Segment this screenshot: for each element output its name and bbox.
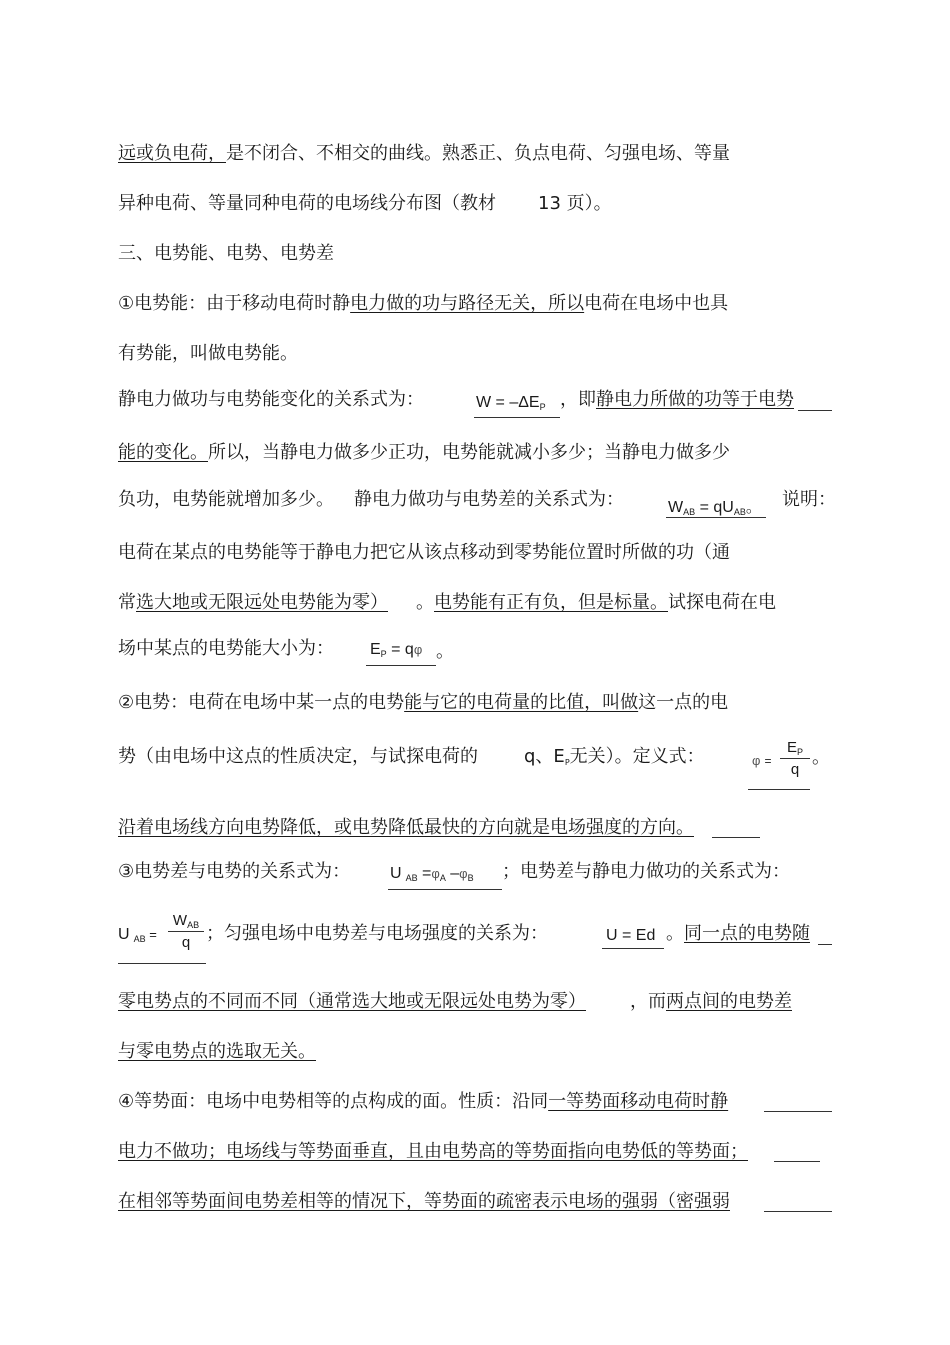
text: 静电力做功与电势能变化的关系式为： [118,389,424,410]
underline-extension [798,410,832,411]
text: q、E [524,746,565,767]
formula-potential-energy: EP = qφ [370,641,423,659]
text-line-11 [118,637,334,661]
underlined-text: 同一点的电势随 [684,923,810,944]
text-line-12 [118,691,728,715]
text: 试探电荷在电 [668,592,776,613]
text: 说明： [782,489,836,510]
underline-extension [764,1211,832,1212]
underlined-text: 选大地或无限远处电势能为零） [136,592,388,613]
underlined-text: 能与它的电荷量的比值，叫做 [404,692,639,713]
text: 13 页）。 [538,193,612,214]
answer-underline [666,517,766,518]
underlined-text: 一等势面移动电荷时静 [548,1091,729,1112]
text-line-4 [118,292,728,316]
fraction-ep-over-q: $E_P$ q [780,739,810,778]
text: 静电力做功与电势差的关系式为： [354,489,624,510]
heading-text: 三、电势能、电势、电势差 [118,243,334,264]
text-line-9 [118,541,730,565]
underlined-text: 电势能有正有负，但是标量。 [434,592,668,613]
formula-potential-difference: UAB =φA –φB [390,865,474,883]
underlined-text: 电力不做功； [118,1141,226,1162]
underlined-text: 能的变化。 [118,442,208,463]
text-line-19 [118,1090,728,1114]
text: ；电势差与静电力做功的关系式为： [502,861,790,882]
text: 。 [812,747,830,768]
text-line-17 [118,990,792,1014]
text-line-8 [118,488,624,512]
formula-work-potential-difference: WAB = qUAB。 [668,499,762,517]
text: 电荷在某点的电势能等于静电力把它从该点移动到零势能位置时所做的功（通 [118,542,730,563]
text: 场中某点的电势能大小为： [118,638,334,659]
text: 异种电荷、等量同种电荷的电场线分布图（教材 [118,193,496,214]
text: ④等势面：电场中电势相等的点构成的面。性质：沿同 [118,1091,549,1112]
underlined-text: 大地或无限远处电势为零） [370,991,586,1012]
text-line-14 [118,816,694,840]
underline-extension [712,837,760,838]
text: ③电势差与电势的关系式为： [118,861,351,882]
text: 有势能，叫做电势能。 [118,343,298,364]
formula-work-energy: W = –ΔEP [476,394,546,412]
text: ，即 [560,389,596,410]
text-line-1 [118,142,730,166]
answer-underline [118,963,206,964]
text: 。 [436,641,454,662]
answer-underline [602,948,664,949]
text: 。 [416,592,434,613]
underlined-text: 零电势点的不同而不同（通常选 [118,991,370,1012]
text-line-10 [118,591,776,615]
formula-u-equals-w-over-q-lhs: UAB = [118,926,157,944]
underlined-text: 静电力所做的功等于电势 [596,389,794,410]
text: 电荷在电场中也具 [584,293,729,314]
underlined-text: 两点间的电势差 [666,991,792,1012]
text: 所以，当静电力做多少正功，电势能就减小多少；当静电力做多少 [208,442,730,463]
formula-u-equals-ed: U = Ed [606,927,656,944]
text: 无关）。定义式： [569,746,705,767]
text-line-16-cont [666,922,810,946]
text: ；匀强电场中电势差与电场强度的关系为： [206,923,548,944]
text: 势（由电场中这点的性质决定，与试探电荷的 [118,746,478,767]
answer-underline [366,665,436,666]
text-line-16 [206,922,548,946]
answer-underline [748,789,810,790]
fraction-wab-over-q: $W_{AB}$ q [168,912,204,951]
underlined-text: 在相邻等势面间电势差相等的情况下，等势面的疏密表示电场的强弱（密强弱 [118,1191,730,1212]
underlined-text: 电场线与等势面垂直，且由电势高的等势面指向电势低的等势面； [226,1141,748,1162]
underline-extension [818,944,832,945]
text: 负功，电势能就增加多少。 [118,489,334,510]
underlined-text: 与零电势点的选取无关。 [118,1041,316,1062]
text-line-6-cont [560,388,794,412]
text: 这一点的电 [638,692,729,713]
text: ，而 [630,991,666,1012]
underlined-text: 远或负电荷， [118,143,226,164]
text-line-21 [118,1190,730,1214]
text-line-5 [118,342,298,366]
text-line-13-end [812,746,830,770]
text: 是不闭合、不相交的曲线。熟悉正、负点电荷、匀强电场、等量 [226,143,730,164]
text-line-15-cont [502,860,790,884]
underlined-text: 电力做的功与路径无关，所以 [350,293,585,314]
text: ①电势能：由于移动电荷时静 [118,293,351,314]
section-heading [118,242,334,266]
text-line-15 [118,860,350,884]
text-line-7 [118,441,730,465]
underlined-text: 沿着电场线方向电势降低，或电势降低最快的方向就是电场强度的方向。 [118,817,694,838]
text-line-6 [118,388,424,412]
text-line-11-end [436,640,454,664]
text: ②电势：电荷在电场中某一点的电势 [118,692,405,713]
formula-potential-definition-lhs: φ = [752,753,772,768]
text-line-2 [118,192,612,216]
underline-extension [774,1161,820,1162]
text-line-20 [118,1140,748,1164]
text: 。 [666,923,684,944]
answer-underline [388,889,502,890]
text-line-8-end [782,488,836,512]
text-line-18 [118,1040,316,1064]
underline-extension [764,1111,832,1112]
text-line-13: 势（由电场中这点的性质决定，与试探电荷的 q、EP无关）。定义式： [118,746,705,767]
answer-underline [474,417,560,418]
text: 常 [118,592,136,613]
